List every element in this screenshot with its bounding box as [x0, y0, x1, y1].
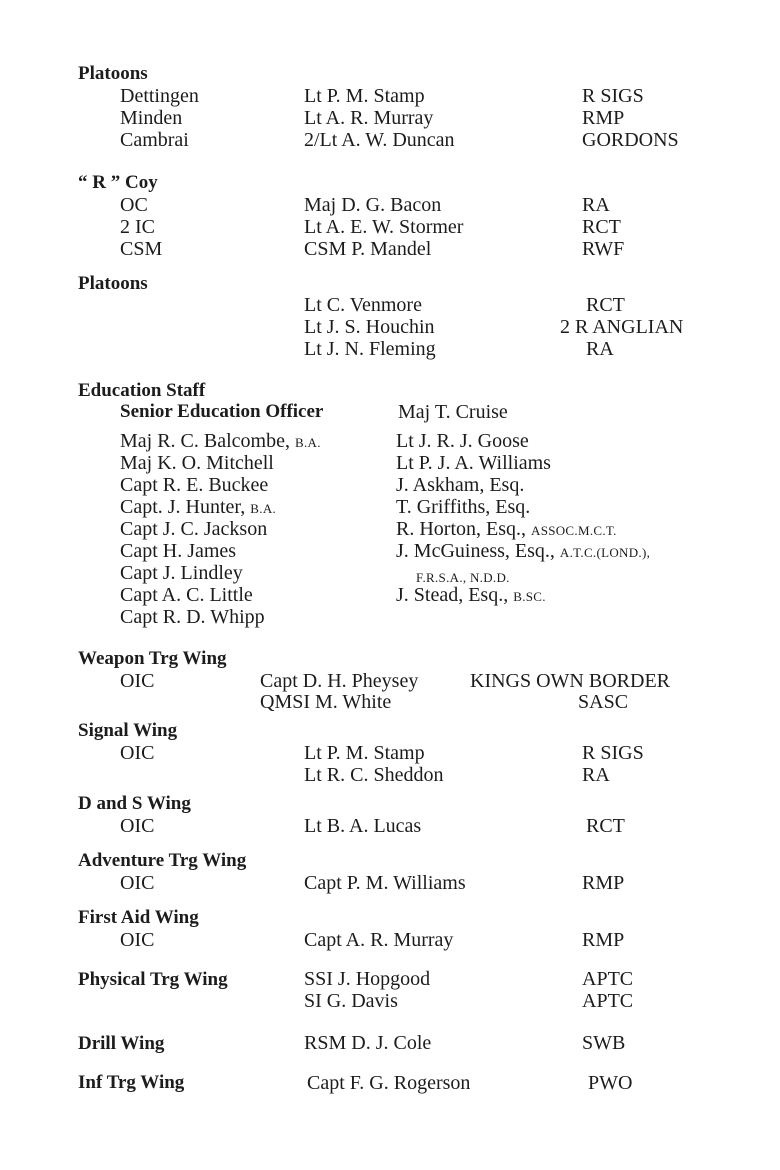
role-label: OIC [120, 929, 155, 951]
officer-name: QMSI M. White [260, 691, 392, 713]
unit: RCT [586, 815, 625, 837]
staff-name: Maj R. C. Balcombe, B.A. [120, 430, 321, 452]
staff-name: Capt R. D. Whipp [120, 606, 265, 628]
staff-name: Lt J. R. J. Goose [396, 430, 529, 452]
officer-name: Lt P. M. Stamp [304, 742, 425, 764]
officer-name: Capt A. R. Murray [304, 929, 454, 951]
unit: GORDONS [582, 129, 679, 151]
role-label: OC [120, 194, 148, 216]
role-label: OIC [120, 815, 155, 837]
officer-name: Lt C. Venmore [304, 294, 422, 316]
unit: R SIGS [582, 85, 644, 107]
officer-name: Lt B. A. Lucas [304, 815, 422, 837]
staff-name: Capt. J. Hunter, B.A. [120, 496, 277, 518]
unit: RMP [582, 872, 625, 894]
unit: PWO [588, 1072, 633, 1094]
unit: RMP [582, 929, 625, 951]
staff-name: T. Griffiths, Esq. [396, 496, 531, 518]
staff-name: Capt A. C. Little [120, 584, 253, 606]
platoon-label: Cambrai [120, 129, 189, 151]
officer-name: Lt A. E. W. Stormer [304, 216, 464, 238]
platoon-label: Dettingen [120, 85, 199, 107]
staff-name: Capt R. E. Buckee [120, 474, 269, 496]
officer-name: Capt P. M. Williams [304, 872, 466, 894]
unit: SWB [582, 1032, 626, 1054]
section-heading-inf-trg-wing: Inf Trg Wing [78, 1072, 185, 1093]
role-label: CSM [120, 238, 163, 260]
unit: RA [586, 338, 614, 360]
unit: RCT [582, 216, 621, 238]
officer-name: CSM P. Mandel [304, 238, 432, 260]
section-heading-first-aid-wing: First Aid Wing [78, 907, 199, 928]
officer-name: Lt A. R. Murray [304, 107, 434, 129]
staff-name: Capt J. C. Jackson [120, 518, 268, 540]
unit: APTC [582, 990, 634, 1012]
role-label: OIC [120, 670, 155, 692]
staff-name: R. Horton, Esq., ASSOC.M.C.T. [396, 518, 617, 540]
section-heading-platoons: Platoons [78, 63, 148, 84]
officer-name: Maj D. G. Bacon [304, 194, 442, 216]
section-heading-physical-trg-wing: Physical Trg Wing [78, 969, 228, 990]
officer-name: 2/Lt A. W. Duncan [304, 129, 455, 151]
staff-qualifications: F.R.S.A., N.D.D. [416, 570, 510, 585]
role-label: OIC [120, 872, 155, 894]
platoon-label: Minden [120, 107, 183, 129]
officer-name: Capt D. H. Pheysey [260, 670, 419, 692]
officer-name: SSI J. Hopgood [304, 968, 431, 990]
unit: RA [582, 764, 610, 786]
officer-name: Lt J. S. Houchin [304, 316, 435, 338]
role-label: 2 IC [120, 216, 155, 238]
section-heading-d-and-s-wing: D and S Wing [78, 793, 191, 814]
staff-name: Maj K. O. Mitchell [120, 452, 274, 474]
unit: APTC [582, 968, 634, 990]
section-heading-signal-wing: Signal Wing [78, 720, 178, 741]
section-heading-adventure-trg-wing: Adventure Trg Wing [78, 850, 247, 871]
officer-name: Lt R. C. Sheddon [304, 764, 444, 786]
staff-name: Capt H. James [120, 540, 237, 562]
unit: 2 R ANGLIAN [560, 316, 684, 338]
unit: RWF [582, 238, 625, 260]
unit: RA [582, 194, 610, 216]
unit: RCT [586, 294, 625, 316]
staff-name: Capt J. Lindley [120, 562, 243, 584]
section-heading-education-staff: Education Staff [78, 380, 206, 401]
staff-name: Lt P. J. A. Williams [396, 452, 551, 474]
unit: KINGS OWN BORDER [470, 670, 670, 692]
section-heading-weapon-trg-wing: Weapon Trg Wing [78, 648, 227, 669]
staff-name: J. Askham, Esq. [396, 474, 525, 496]
staff-name: J. Stead, Esq., B.SC. [396, 584, 546, 606]
unit: RMP [582, 107, 625, 129]
officer-name: Lt J. N. Fleming [304, 338, 436, 360]
officer-name: Lt P. M. Stamp [304, 85, 425, 107]
unit: SASC [578, 691, 629, 713]
section-heading-platoons: Platoons [78, 273, 148, 294]
section-heading-r-coy: “ R ” Coy [78, 172, 158, 193]
section-heading-drill-wing: Drill Wing [78, 1033, 165, 1054]
senior-education-officer-label: Senior Education Officer [120, 401, 324, 422]
officer-name: SI G. Davis [304, 990, 398, 1012]
staff-name: J. McGuiness, Esq., A.T.C.(LOND.), [396, 540, 651, 562]
officer-name: Capt F. G. Rogerson [307, 1072, 471, 1094]
role-label: OIC [120, 742, 155, 764]
unit: R SIGS [582, 742, 644, 764]
officer-name: RSM D. J. Cole [304, 1032, 432, 1054]
officer-name: Maj T. Cruise [398, 401, 508, 423]
